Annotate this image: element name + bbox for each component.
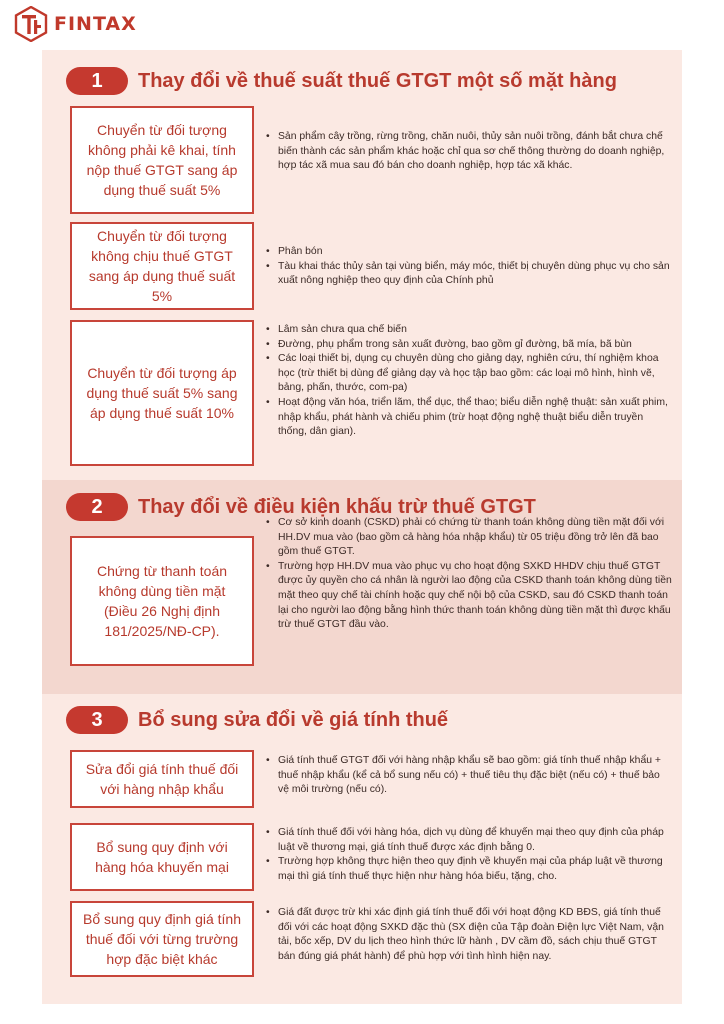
bullet-item: • Lâm sản chưa qua chế biến <box>272 323 672 338</box>
topic-box: Chuyển từ đối tượng áp dụng thuế suất 5% sang áp dụng thuế suất 10% <box>70 320 254 466</box>
bullet-list <box>262 826 672 884</box>
section-number-badge: 2 <box>66 493 128 521</box>
topic-box: Chuyển từ đối tượng không phải kê khai, tính nộp thuế GTGT sang áp dụng thuế suất 5% <box>70 106 254 214</box>
bullet-item: • Sản phẩm cây trồng, rừng trồng, chăn nuôi, thủy sản nuôi trồng, đánh bắt chưa chế biến thành các sản phẩm khác hoặc chỉ qua sơ chế thông thường do doanh nghiệp, hợp tác xã mua sau đó bán cho doanh nghiệp, hợp tác xã khác. <box>272 130 672 174</box>
bullet-item: • Giá tính thuế GTGT đối với hàng nhập khẩu sẽ bao gồm: giá tính thuế nhập khẩu + thuế nhập khẩu (kể cả bổ sung nếu có) + thuế tiêu thụ đặc biệt (nếu có) + thuế bảo vệ môi trường (nếu có). <box>272 754 672 798</box>
bullet-item: • Cơ sở kinh doanh (CSKD) phải có chứng từ thanh toán không dùng tiền mặt đối với HH.DV mua vào (bao gồm cả hàng hóa nhập khẩu) từ 05 triệu đồng trở lên đã bao gồm thuế GTGT. <box>272 516 672 560</box>
topic-box: Chứng từ thanh toán không dùng tiền mặt (Điều 26 Nghị định 181/2025/NĐ-CP). <box>70 536 254 666</box>
section-1 <box>42 50 682 480</box>
section-1-heading <box>66 67 617 95</box>
bullet-list <box>262 906 672 964</box>
section-number-badge: 1 <box>66 67 128 95</box>
bullet-item: • Trường hợp HH.DV mua vào phục vụ cho hoạt động SXKD HHDV chịu thuế GTGT được ủy quyền cho cá nhân là người lao động của CSKD thanh toán không dùng tiền mặt theo quy chế tài chính hoặc quy chế nội bộ của CSKD, sau đó CSKD thanh toán lại cho người lao động bằng hình thức thanh toán không dùng tiền mặt thì được khấu trừ thuế GTGT đầu vào. <box>272 560 672 633</box>
bullet-item: • Trường hợp không thực hiện theo quy định về khuyến mại của pháp luật về thương mại thì giá tính thuế thực hiện như hàng hóa biếu, tặng, cho. <box>272 855 672 884</box>
brand-name: FINTAX <box>54 13 137 35</box>
brand-logo[interactable] <box>14 6 137 42</box>
topic-box: Chuyển từ đối tượng không chịu thuế GTGT sang áp dụng thuế suất 5% <box>70 222 254 310</box>
section-number-badge: 3 <box>66 706 128 734</box>
bullet-list <box>262 130 672 174</box>
bullet-item: • Đường, phụ phẩm trong sản xuất đường, bao gồm gỉ đường, bã mía, bã bùn <box>272 338 672 353</box>
header <box>0 0 724 50</box>
bullet-item: • Giá tính thuế đối với hàng hóa, dịch vụ dùng để khuyến mại theo quy định của pháp luật về thương mại, giá tính thuế được xác định bằng 0. <box>272 826 672 855</box>
section-title: Thay đổi về điều kiện khấu trừ thuế GTGT <box>138 495 536 518</box>
section-3 <box>42 694 682 1004</box>
bullet-item: • Giá đất được trừ khi xác định giá tính thuế đối với hoạt động KD BĐS, giá tính thuế đối với các hoạt động SXKD đặc thù (SX điện của Tập đoàn Điện lực Việt Nam, vận tải, bốc xếp, DV du lịch theo hình thức lữ hành , DV cầm đồ, sách chịu thuế GTGT bán đúng giá phát hành) để phù hợp với tình hình hiện nay. <box>272 906 672 964</box>
bullet-item: • Hoạt động văn hóa, triển lãm, thể dục, thể thao; biểu diễn nghệ thuật: sản xuất phim, nhập khẩu, phát hành và chiếu phim (trừ hoạt động nghệ thuật biểu diễn truyền thống, dân gian). <box>272 396 672 440</box>
topic-box: Bổ sung quy định giá tính thuế đối với từng trường hợp đặc biệt khác <box>70 901 254 977</box>
section-title: Bổ sung sửa đổi về giá tính thuế <box>138 708 449 731</box>
topic-box: Sửa đổi giá tính thuế đối với hàng nhập khẩu <box>70 750 254 808</box>
fintax-logo-icon <box>14 6 48 42</box>
bullet-list <box>262 323 672 440</box>
bullet-list <box>262 245 672 289</box>
section-title: Thay đổi về thuế suất thuế GTGT một số mặt hàng <box>138 69 617 92</box>
bullet-item: • Phân bón <box>272 245 672 260</box>
section-2 <box>42 480 682 694</box>
bullet-item: • Tàu khai thác thủy sản tại vùng biển, máy móc, thiết bị chuyên dùng phục vụ cho sản xuất nông nghiệp theo quy định của Chính phủ <box>272 260 672 289</box>
bullet-item: • Các loại thiết bị, dụng cụ chuyên dùng cho giảng dạy, nghiên cứu, thí nghiệm khoa học (trừ thiết bị dùng để giảng dạy và học tập bao gồm: các loại mô hình, hình vẽ, bảng, phấn, thước, com-pa) <box>272 352 672 396</box>
section-3-heading <box>66 706 448 734</box>
bullet-list <box>262 516 672 633</box>
bullet-list <box>262 754 672 798</box>
topic-box: Bổ sung quy định với hàng hóa khuyến mại <box>70 823 254 891</box>
